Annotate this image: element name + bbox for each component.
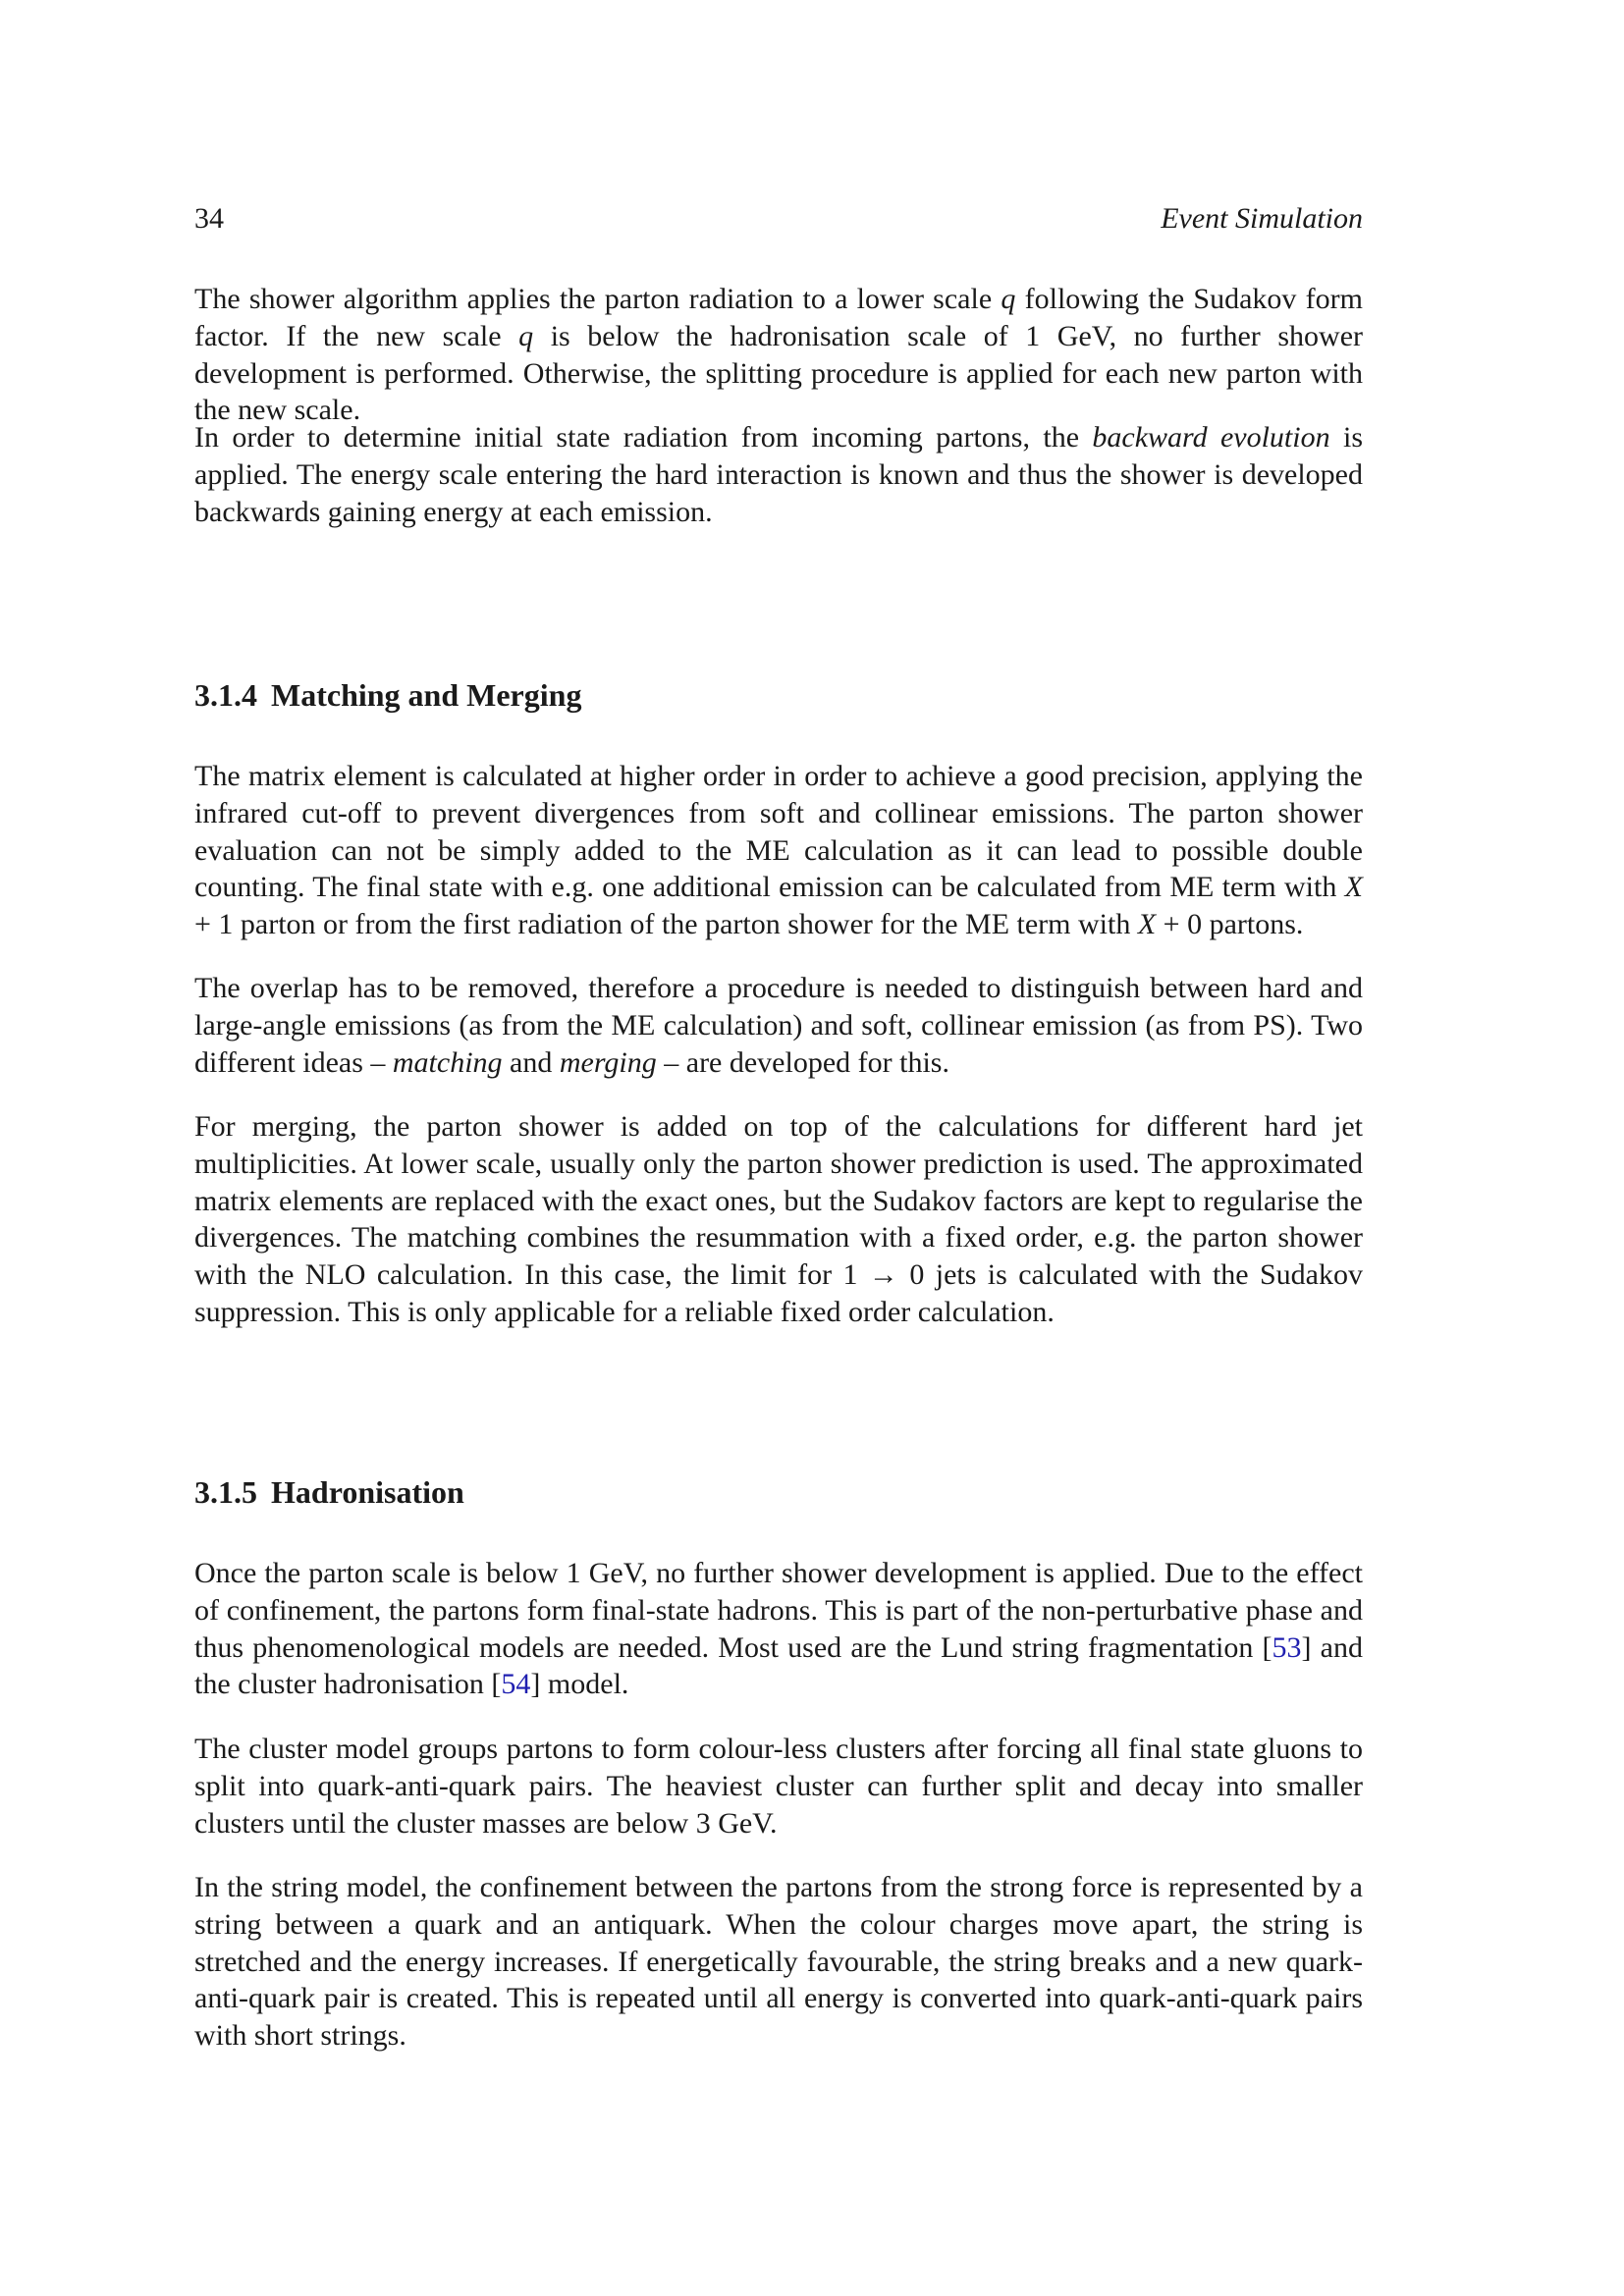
- citation-link-54[interactable]: 54: [501, 1668, 531, 1701]
- matching-paragraph-3: For merging, the parton shower is added on top of the calculations for different hard jet multiplicities. At lower scale, usually only the parton shower prediction is used. The approximated matrix elements are replaced with the exact ones, but the Sudakov factors are kept to regularise the divergences. The matching combines the resummation with a fixed order, e.g. the parton shower with the NLO calculation. In this case, the limit for 1 → 0 jets is calculated with the Sudakov suppression. This is only applicable for a reliable fixed order calculation.: [194, 1110, 1363, 1328]
- section-3-1-5-paragraph-3-block: [194, 1869, 1363, 2055]
- math-variable-q: q: [1001, 283, 1016, 315]
- text-run: and: [502, 1045, 560, 1079]
- section-title: Hadronisation: [271, 1474, 464, 1510]
- text-run: ] and the cluster hadronisation [: [194, 1630, 1363, 1701]
- emphasis-merging: merging: [559, 1045, 657, 1079]
- text-run: + 1 parton or from the first radiation of the parton shower for the ME term with: [194, 908, 1138, 941]
- running-header: [194, 199, 1363, 239]
- section-title: Matching and Merging: [271, 677, 582, 713]
- section-number: 3.1.4: [194, 677, 257, 713]
- hadronisation-paragraph-2: The cluster model groups partons to form colour-less clusters after forcing all final state gluons to split into quark-anti-quark pairs. The heaviest cluster can further split and decay into smaller clusters until the cluster masses are below 3 GeV.: [194, 1733, 1363, 1840]
- text-run: + 0 partons.: [1156, 908, 1304, 941]
- text-run: The matrix element is calculated at higher order in order to achieve a good precision, applying the infrared cut-off to prevent divergences from soft and collinear emissions. The parton shower evaluation can not be simply added to the ME calculation as it can lead to possible double counting. The final state with e.g. one additional emission can be calculated from ME term with: [194, 760, 1363, 904]
- section-3-1-4-heading-block: [194, 675, 1363, 715]
- section-3-1-5-paragraph-1-block: [194, 1555, 1363, 1703]
- page-number: 34: [194, 202, 224, 235]
- math-variable-q: q: [518, 319, 534, 352]
- section-heading-3-1-4: [194, 675, 1363, 715]
- section-heading-3-1-5: [194, 1472, 1363, 1512]
- text-run: is below the hadronisation scale of 1 GeV, no further shower development is performed. Otherwise, the splitting procedure is applied for each new parton with the new scale.: [194, 319, 1363, 427]
- hadronisation-paragraph-1: [194, 1555, 1363, 1703]
- intro-paragraph-2: [194, 419, 1363, 530]
- math-variable-x: X: [1137, 908, 1157, 941]
- intro-paragraph-2-block: [194, 419, 1363, 530]
- hadronisation-paragraph-3: In the string model, the confinement between the partons from the strong force is represented by a string between a quark and an antiquark. When the colour charges move apart, the string is stretched and the energy increases. If energetically favourable, the string breaks and a new quark-anti-quark pair is created. This is repeated until all energy is converted into quark-anti-quark pairs with short strings.: [194, 1871, 1363, 2053]
- text-run: Once the parton scale is below 1 GeV, no further shower development is applied. Due to the effect of confinement, the partons form final-state hadrons. This is part of the non-perturbative phase and thus phenomenological models are needed. Most used are the Lund string fragmentation [: [194, 1557, 1363, 1664]
- section-3-1-5-paragraph-2-block: [194, 1731, 1363, 1842]
- text-run: In order to determine initial state radiation from incoming partons, the: [194, 421, 1093, 454]
- section-3-1-4-paragraph-3-block: [194, 1108, 1363, 1331]
- math-variable-x: X: [1344, 871, 1363, 904]
- section-number: 3.1.5: [194, 1474, 257, 1510]
- intro-paragraph-1-block: [194, 281, 1363, 429]
- emphasis-backward-evolution: backward evolution: [1092, 421, 1330, 454]
- matching-paragraph-1: [194, 758, 1363, 943]
- text-run: – are developed for this.: [656, 1045, 949, 1079]
- text-run: ] model.: [530, 1668, 629, 1701]
- section-3-1-4-paragraph-1-block: [194, 758, 1363, 943]
- text-run: The shower algorithm applies the parton radiation to a lower scale: [194, 283, 1001, 315]
- section-3-1-5-heading-block: [194, 1472, 1363, 1512]
- emphasis-matching: matching: [392, 1045, 503, 1079]
- text-run: is applied. The energy scale entering the hard interaction is known and thus the shower is developed backwards gaining energy at each emission.: [194, 421, 1363, 528]
- text-run: The overlap has to be removed, therefore a procedure is needed to distinguish between hard and large-angle emissions (as from the ME calculation) and soft, collinear emission (as from PS). Two different ideas –: [194, 972, 1363, 1079]
- citation-link-53[interactable]: 53: [1272, 1630, 1302, 1664]
- matching-paragraph-2: [194, 970, 1363, 1081]
- section-3-1-4-paragraph-2-block: [194, 970, 1363, 1081]
- chapter-title: Event Simulation: [1161, 202, 1363, 235]
- text-run: following the Sudakov form factor. If the new scale: [194, 283, 1363, 352]
- intro-paragraph-1: [194, 281, 1363, 429]
